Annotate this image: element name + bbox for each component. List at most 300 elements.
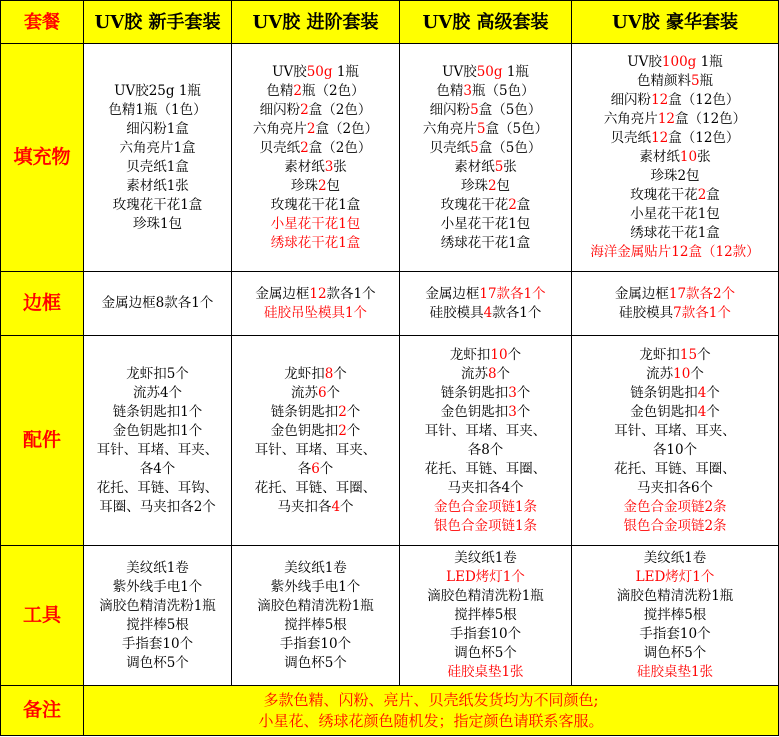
cell-line: [86, 597, 229, 616]
item-text: 花托、耳链、耳钩、: [96, 479, 219, 496]
item-text: 个: [706, 403, 720, 420]
cell-line: [574, 422, 776, 441]
cell-line: [402, 285, 569, 304]
cell-line: [86, 365, 229, 384]
item-text: 素材纸1张: [126, 177, 189, 194]
item-text: 包: [496, 177, 511, 194]
cell-line: [86, 158, 229, 177]
cell-line: [574, 625, 776, 644]
item-text: 六角亮片: [422, 120, 477, 137]
highlight-text: 硅胶桌垫1张: [636, 664, 714, 680]
item-text: 滴胶色精清洗粉1瓶: [616, 588, 734, 604]
item-text: 手指套10个: [639, 626, 711, 642]
item-text: 滴胶色精清洗粉1瓶: [99, 597, 216, 614]
item-text: 个: [516, 403, 531, 420]
highlight-text: 2: [317, 177, 327, 194]
item-text: 龙虾扣: [449, 346, 491, 363]
item-text: 金色钥匙扣: [630, 403, 698, 420]
cell-line: [234, 177, 397, 196]
item-text: 调色杯5个: [284, 654, 347, 671]
item-text: 流苏: [290, 384, 318, 401]
item-text: 搅拌棒5根: [454, 607, 517, 623]
item-text: 金色钥匙扣: [270, 422, 339, 439]
cell-line: [86, 616, 229, 635]
highlight-text: 银色合金项链1条: [433, 517, 538, 534]
item-text: 盒（5色）: [485, 120, 549, 137]
item-text: 搅拌棒5根: [284, 616, 347, 633]
note-line: 小星花、绣球花颜色随机发；指定颜色请联系客服。: [258, 711, 604, 730]
item-text: 耳针、耳堵、耳夹、: [254, 441, 377, 458]
item-text: 花托、耳链、耳圈、: [254, 479, 377, 496]
highlight-text: 10: [673, 365, 691, 382]
highlight-text: 3: [508, 384, 517, 401]
highlight-text: 4: [697, 403, 707, 420]
item-text: 链条钥匙扣: [440, 384, 509, 401]
item-text: 耳针、耳堵、耳夹、: [96, 441, 219, 458]
highlight-text: 银色合金项链2条: [623, 517, 727, 534]
cell-line: [574, 384, 776, 403]
header-row: [1, 1, 779, 44]
cell-line: [86, 82, 229, 101]
item-text: 细闪粉: [259, 101, 301, 118]
highlight-text: 2: [300, 101, 309, 118]
cell-line: [574, 205, 776, 224]
item-text: 马夹扣各4个: [447, 479, 524, 496]
highlight-text: 4: [483, 304, 493, 321]
item-text: 盒（12色）: [668, 130, 740, 146]
highlight-text: 2: [697, 187, 707, 203]
item-text: 龙虾扣5个: [126, 365, 189, 382]
item-text: 贝壳纸: [429, 139, 471, 156]
cell-line: [234, 285, 397, 304]
item-text: 六角亮片: [252, 120, 307, 137]
highlight-text: 7款各1个: [673, 304, 731, 321]
item-text: 手指套10个: [121, 635, 194, 652]
item-text: 色精1瓶（1色）: [108, 101, 207, 118]
cell-tools-beginner: [84, 546, 232, 686]
row-frames: [1, 272, 779, 336]
cell-accessories-premium: [400, 336, 572, 546]
item-text: 金属边框8款各1个: [101, 295, 214, 311]
highlight-text: 8: [487, 365, 497, 382]
item-text: 耳圈、马夹扣各2个: [99, 498, 216, 515]
cell-line: [574, 243, 776, 262]
highlight-text: 2: [338, 422, 347, 439]
highlight-text: 2: [293, 82, 302, 99]
cell-line: [402, 101, 569, 120]
cell-line: [234, 196, 397, 215]
cell-accessories-deluxe: [572, 336, 779, 546]
cell-line: [402, 549, 569, 568]
cell-line: [234, 403, 397, 422]
item-text: 搅拌棒5根: [643, 607, 707, 623]
item-text: 个: [333, 365, 347, 382]
item-text: 链条钥匙扣1个: [112, 403, 203, 420]
item-text: 龙虾扣: [284, 365, 325, 382]
row-fillers: [1, 44, 779, 272]
item-text: 美纹纸1卷: [126, 559, 189, 576]
cell-line: [86, 215, 229, 234]
cell-frames-beginner: [84, 272, 232, 336]
item-text: 瓶: [699, 73, 714, 89]
cell-line: [402, 606, 569, 625]
cell-line: [402, 644, 569, 663]
cell-line: [234, 120, 397, 139]
item-text: 美纹纸1卷: [454, 550, 517, 566]
item-text: 款各1个: [492, 304, 542, 321]
item-text: 珍珠: [460, 177, 488, 194]
highlight-text: 金色合金项链2条: [623, 498, 727, 515]
cell-line: [234, 215, 397, 234]
item-text: 玫瑰花干花1盒: [270, 196, 361, 213]
cell-line: [402, 625, 569, 644]
cell-line: [234, 422, 397, 441]
cell-line: [234, 479, 397, 498]
item-text: 个: [346, 422, 361, 439]
header-beginner-kit: UV胶 新手套装: [84, 1, 232, 44]
highlight-text: 5: [476, 120, 486, 137]
item-text: 贝壳纸: [610, 130, 652, 146]
highlight-text: 3: [508, 403, 517, 420]
cell-line: [86, 177, 229, 196]
highlight-text: 6: [317, 384, 327, 401]
header-advanced-kit: UV胶 进阶套装: [232, 1, 400, 44]
cell-line: [574, 91, 776, 110]
cell-line: [234, 101, 397, 120]
cell-line: [402, 568, 569, 587]
highlight-text: 5: [470, 139, 479, 156]
cell-line: [234, 616, 397, 635]
item-text: 金属边框: [614, 285, 669, 302]
cell-line: [574, 498, 776, 517]
item-text: 龙虾扣: [639, 346, 680, 363]
cell-line: [402, 365, 569, 384]
highlight-text: LED烤灯1个: [446, 569, 525, 585]
item-text: 耳针、耳堵、耳夹、: [424, 422, 547, 439]
item-text: 六角亮片: [603, 111, 658, 127]
highlight-text: 12: [309, 285, 327, 302]
item-text: 珍珠1包: [132, 215, 183, 232]
item-text: 搅拌棒5根: [126, 616, 189, 633]
item-text: 1瓶: [696, 54, 723, 70]
cell-line: [574, 479, 776, 498]
cell-line: [86, 196, 229, 215]
item-text: 张: [333, 158, 347, 175]
cell-line: [234, 365, 397, 384]
cell-line: [234, 498, 397, 517]
cell-line: [86, 635, 229, 654]
cell-line: [574, 53, 776, 72]
item-text: 调色杯5个: [126, 654, 189, 671]
item-text: 包: [326, 177, 341, 194]
highlight-text: 17款各2个: [668, 285, 736, 302]
cell-line: [86, 120, 229, 139]
item-text: 金属边框: [425, 285, 480, 302]
item-text: 绣球花干花1盒: [630, 225, 720, 241]
cell-line: [86, 498, 229, 517]
highlight-text: 2: [300, 139, 309, 156]
cell-frames-advanced: [232, 272, 400, 336]
item-text: 各: [297, 460, 312, 477]
row-accessories: [1, 336, 779, 546]
item-text: 金色钥匙扣: [440, 403, 509, 420]
item-text: 流苏4个: [132, 384, 183, 401]
item-text: 流苏: [460, 365, 488, 382]
cell-line: [402, 384, 569, 403]
item-text: 素材纸: [284, 158, 325, 175]
cell-line: [234, 384, 397, 403]
cell-line: [574, 587, 776, 606]
cell-line: [402, 441, 569, 460]
cell-line: [86, 559, 229, 578]
cell-line: [86, 101, 229, 120]
item-text: 盒（12色）: [675, 111, 747, 127]
cell-line: [574, 441, 776, 460]
cell-line: [86, 139, 229, 158]
item-text: 金属边框: [255, 285, 310, 302]
item-text: 紫外线手电1个: [112, 578, 203, 595]
cell-fillers-advanced: [232, 44, 400, 272]
cell-line: [86, 441, 229, 460]
item-text: 素材纸: [639, 149, 680, 165]
cell-line: [574, 549, 776, 568]
row-label-frames: 边框: [1, 272, 84, 336]
item-text: 个: [496, 365, 511, 382]
highlight-text: 50g: [306, 63, 333, 80]
item-text: 各8个: [467, 441, 504, 458]
item-text: 花托、耳链、耳圈、: [424, 460, 547, 477]
cell-line: [86, 384, 229, 403]
cell-accessories-advanced: [232, 336, 400, 546]
cell-line: [574, 110, 776, 129]
row-label-tools: 工具: [1, 546, 84, 686]
cell-line: [402, 177, 569, 196]
item-text: 素材纸: [454, 158, 495, 175]
item-text: 细闪粉: [429, 101, 471, 118]
cell-line: [234, 578, 397, 597]
item-text: 张: [503, 158, 517, 175]
highlight-text: 2: [508, 196, 517, 213]
item-text: 金色钥匙扣1个: [112, 422, 203, 439]
highlight-text: 2: [487, 177, 497, 194]
highlight-text: LED烤灯1个: [635, 569, 715, 585]
cell-line: [234, 597, 397, 616]
cell-line: [574, 304, 776, 323]
item-text: 玫瑰花干花: [630, 187, 698, 203]
item-text: 色精: [436, 82, 464, 99]
cell-line: [402, 139, 569, 158]
highlight-text: 硅胶吊坠模具1个: [263, 304, 368, 321]
item-text: 个: [326, 384, 341, 401]
highlight-text: 8: [324, 365, 334, 382]
cell-line: [234, 441, 397, 460]
highlight-text: 10: [679, 149, 698, 165]
cell-tools-advanced: [232, 546, 400, 686]
cell-accessories-beginner: [84, 336, 232, 546]
item-text: 个: [690, 365, 704, 382]
item-text: 色精颜料: [636, 73, 691, 89]
highlight-text: 3: [463, 82, 472, 99]
cell-line: [234, 635, 397, 654]
cell-line: [574, 72, 776, 91]
item-text: 玫瑰花干花1盒: [112, 196, 203, 213]
header-premium-kit: UV胶 高级套装: [400, 1, 572, 44]
highlight-text: 金色合金项链1条: [433, 498, 538, 515]
notes-cell: [84, 686, 779, 736]
cell-line: [234, 460, 397, 479]
cell-line: [402, 663, 569, 682]
highlight-text: 5: [494, 158, 504, 175]
cell-line: [574, 517, 776, 536]
item-text: 盒: [516, 196, 531, 213]
highlight-text: 3: [324, 158, 334, 175]
cell-line: [402, 422, 569, 441]
item-text: 瓶（5色）: [472, 82, 535, 99]
cell-line: [402, 234, 569, 253]
cell-fillers-beginner: [84, 44, 232, 272]
highlight-text: 4: [331, 498, 341, 515]
item-text: 手指套10个: [449, 626, 522, 642]
cell-frames-deluxe: [572, 272, 779, 336]
item-text: 耳针、耳堵、耳夹、: [614, 422, 736, 439]
item-text: 马夹扣各: [277, 498, 332, 515]
cell-line: [402, 120, 569, 139]
item-text: 各4个: [139, 460, 176, 477]
item-text: 细闪粉1盒: [126, 120, 189, 137]
highlight-text: 12: [657, 111, 675, 127]
cell-fillers-deluxe: [572, 44, 779, 272]
cell-line: [86, 403, 229, 422]
item-text: 色精: [266, 82, 294, 99]
cell-line: [234, 559, 397, 578]
highlight-text: 10: [490, 346, 508, 363]
row-label-accessories: 配件: [1, 336, 84, 546]
cell-line: [402, 517, 569, 536]
highlight-text: 17款各1个: [479, 285, 546, 302]
cell-line: [86, 654, 229, 673]
highlight-text: 15: [679, 346, 698, 363]
cell-line: [574, 460, 776, 479]
cell-line: [402, 196, 569, 215]
cell-line: [234, 158, 397, 177]
cell-line: [402, 63, 569, 82]
cell-line: [234, 82, 397, 101]
note-line: 多款色精、闪粉、亮片、贝壳纸发货均为不同颜色;: [263, 690, 599, 709]
highlight-text: 2: [306, 120, 316, 137]
item-text: 花托、耳链、耳圈、: [614, 460, 736, 477]
highlight-text: 2: [338, 403, 347, 420]
item-text: 款各1个: [326, 285, 376, 302]
header-package: 套餐: [1, 1, 84, 44]
cell-line: [402, 587, 569, 606]
item-text: 珍珠2包: [650, 168, 700, 184]
cell-line: [574, 129, 776, 148]
cell-line: [402, 498, 569, 517]
cell-line: [574, 663, 776, 682]
item-text: 六角亮片1盒: [119, 139, 196, 156]
highlight-text: 海洋金属贴片12盒（12款）: [590, 244, 760, 260]
cell-line: [402, 403, 569, 422]
cell-tools-deluxe: [572, 546, 779, 686]
cell-line: [574, 285, 776, 304]
item-text: 滴胶色精清洗粉1瓶: [257, 597, 374, 614]
item-text: 紫外线手电1个: [270, 578, 361, 595]
item-text: 个: [706, 384, 720, 401]
cell-line: [234, 63, 397, 82]
item-text: 张: [697, 149, 711, 165]
item-text: 马夹扣各6个: [636, 479, 714, 496]
item-text: 盒（2色）: [315, 120, 379, 137]
item-text: 硅胶模具: [619, 304, 674, 321]
row-tools: [1, 546, 779, 686]
cell-fillers-premium: [400, 44, 572, 272]
item-text: 滴胶色精清洗粉1瓶: [427, 588, 544, 604]
highlight-text: 12: [651, 92, 669, 108]
item-text: 盒（5色）: [478, 101, 542, 118]
cell-line: [574, 224, 776, 243]
cell-line: [574, 148, 776, 167]
row-notes: [1, 686, 779, 736]
item-text: UV胶25g 1瓶: [114, 82, 201, 99]
cell-line: [402, 158, 569, 177]
item-text: UV胶: [627, 54, 662, 70]
item-text: 盒（5色）: [478, 139, 542, 156]
item-text: 链条钥匙扣: [630, 384, 698, 401]
cell-line: [86, 422, 229, 441]
cell-frames-premium: [400, 272, 572, 336]
item-text: 1瓶: [332, 63, 359, 80]
cell-line: [402, 479, 569, 498]
item-text: 美纹纸1卷: [284, 559, 347, 576]
cell-line: [86, 460, 229, 479]
row-label-notes: 备注: [1, 686, 84, 736]
item-text: 美纹纸1卷: [643, 550, 707, 566]
cell-line: [574, 606, 776, 625]
cell-line: [234, 304, 397, 323]
item-text: 盒（12色）: [668, 92, 740, 108]
cell-line: [234, 654, 397, 673]
item-text: 各10个: [652, 441, 698, 458]
cell-line: [402, 304, 569, 323]
cell-line: [402, 460, 569, 479]
highlight-text: 小星花干花1包: [270, 215, 361, 232]
item-text: 个: [340, 498, 354, 515]
cell-line: [574, 365, 776, 384]
item-text: 个: [697, 346, 711, 363]
cell-line: [574, 644, 776, 663]
cell-line: [86, 578, 229, 597]
item-text: 小星花干花1包: [630, 206, 720, 222]
header-deluxe-kit: UV胶 豪华套装: [572, 1, 779, 44]
row-label-fillers: 填充物: [1, 44, 84, 272]
item-text: 个: [346, 403, 361, 420]
cell-line: [574, 186, 776, 205]
item-text: 链条钥匙扣: [270, 403, 339, 420]
item-text: 调色杯5个: [643, 645, 707, 661]
cell-line: [86, 479, 229, 498]
highlight-text: 5: [470, 101, 479, 118]
cell-line: [574, 403, 776, 422]
item-text: 绣球花干花1盒: [440, 234, 531, 251]
item-text: 调色杯5个: [454, 645, 517, 661]
item-text: 贝壳纸1盒: [126, 158, 189, 175]
item-text: UV胶: [272, 63, 307, 80]
cell-line: [402, 346, 569, 365]
highlight-text: 50g: [476, 63, 503, 80]
item-text: UV胶: [442, 63, 477, 80]
item-text: 玫瑰花干花: [440, 196, 509, 213]
cell-line: [402, 215, 569, 234]
